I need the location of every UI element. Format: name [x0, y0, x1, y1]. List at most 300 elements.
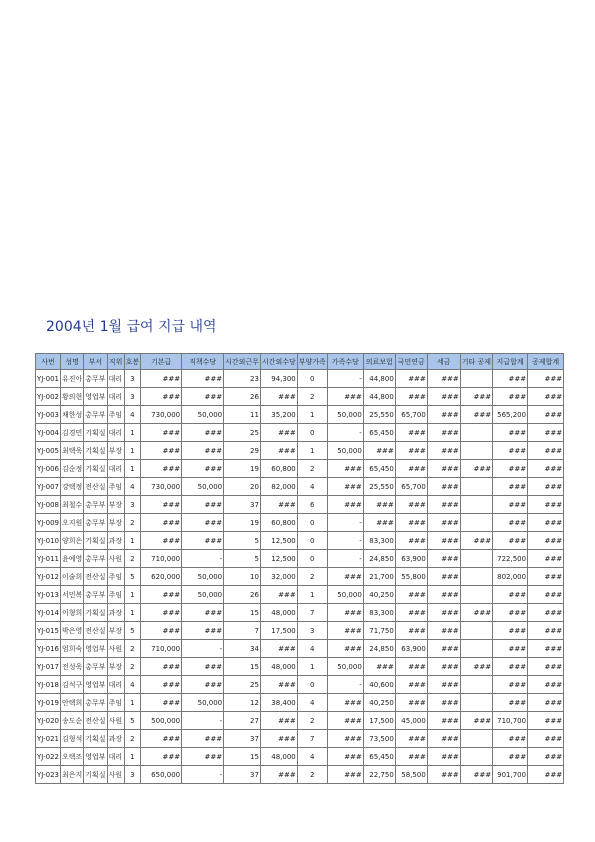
column-header: 국민연금 [395, 354, 427, 370]
table-cell: ### [528, 514, 564, 532]
table-cell: 0 [297, 550, 327, 568]
table-cell: 오택조 [60, 748, 83, 766]
table-cell: ### [427, 460, 460, 478]
table-cell: 1 [124, 748, 141, 766]
table-row [36, 532, 564, 550]
table-cell: ### [528, 730, 564, 748]
table-cell: 65,450 [363, 748, 395, 766]
table-cell: YJ-005 [36, 442, 61, 460]
table-cell [460, 676, 492, 694]
table-cell: ### [427, 712, 460, 730]
table-cell: ### [427, 658, 460, 676]
table-cell: 2 [297, 766, 327, 784]
table-cell: ### [141, 460, 182, 478]
table-cell: ### [327, 478, 363, 496]
table-cell: ### [528, 550, 564, 568]
table-cell: YJ-020 [36, 712, 61, 730]
table-cell: 48,000 [260, 658, 297, 676]
table-cell: 사원 [107, 550, 124, 568]
table-cell: YJ-013 [36, 586, 61, 604]
table-cell: ### [182, 370, 224, 388]
table-cell: 1 [124, 532, 141, 550]
table-cell: ### [528, 406, 564, 424]
table-cell: ### [427, 370, 460, 388]
table-cell: 44,800 [363, 370, 395, 388]
table-cell: YJ-017 [36, 658, 61, 676]
table-cell: 김순정 [60, 460, 83, 478]
table-cell: ### [427, 406, 460, 424]
table-cell: 500,000 [141, 712, 182, 730]
table-cell: ### [460, 388, 492, 406]
table-cell: ### [460, 658, 492, 676]
table-cell: 4 [297, 478, 327, 496]
table-cell: 40,600 [363, 676, 395, 694]
table-cell: 주임 [107, 478, 124, 496]
table-cell: 12,500 [260, 550, 297, 568]
table-cell: 부장 [107, 496, 124, 514]
table-cell: YJ-019 [36, 694, 61, 712]
table-cell: 710,700 [493, 712, 528, 730]
table-cell: 50,000 [182, 406, 224, 424]
salary-table [35, 353, 564, 784]
table-cell: 기획실 [84, 730, 107, 748]
table-cell: ### [460, 766, 492, 784]
table-cell: ### [528, 604, 564, 622]
table-cell: ### [182, 424, 224, 442]
table-cell: 32,000 [260, 568, 297, 586]
table-cell: ### [260, 730, 297, 748]
table-cell: 주임 [107, 406, 124, 424]
table-cell: 1 [124, 442, 141, 460]
table-cell: ### [141, 532, 182, 550]
table-cell: 722,500 [493, 550, 528, 568]
table-cell: YJ-008 [36, 496, 61, 514]
table-cell: 총무부 [84, 550, 107, 568]
table-cell: 63,900 [395, 550, 427, 568]
table-cell: 김경민 [60, 424, 83, 442]
table-cell: ### [528, 766, 564, 784]
table-cell: YJ-018 [36, 676, 61, 694]
table-cell: ### [395, 730, 427, 748]
table-cell: 35,200 [260, 406, 297, 424]
table-cell: 전성욱 [60, 658, 83, 676]
table-cell: ### [182, 514, 224, 532]
table-cell: 전산실 [84, 712, 107, 730]
table-cell: 3 [297, 622, 327, 640]
table-cell: ### [182, 442, 224, 460]
table-cell: 안택희 [60, 694, 83, 712]
table-cell: 3 [124, 388, 141, 406]
table-cell: ### [493, 640, 528, 658]
table-cell: ### [327, 730, 363, 748]
table-cell: ### [141, 496, 182, 514]
table-cell: 37 [224, 496, 261, 514]
table-cell: 50,000 [182, 568, 224, 586]
table-cell: 1 [124, 460, 141, 478]
column-header: 기본급 [141, 354, 182, 370]
table-cell: 40,250 [363, 586, 395, 604]
table-cell: 사원 [107, 640, 124, 658]
table-cell: ### [427, 676, 460, 694]
table-cell: 총무부 [84, 658, 107, 676]
table-cell: ### [395, 748, 427, 766]
table-cell: 2 [297, 568, 327, 586]
table-cell: 27 [224, 712, 261, 730]
table-cell: 1 [297, 658, 327, 676]
table-row [36, 586, 564, 604]
table-cell: 3 [124, 766, 141, 784]
table-cell: 44,800 [363, 388, 395, 406]
table-cell: 0 [297, 676, 327, 694]
table-cell: 박은영 [60, 622, 83, 640]
table-cell: ### [528, 388, 564, 406]
table-cell: ### [260, 388, 297, 406]
table-cell: 23 [224, 370, 261, 388]
table-cell: 25,550 [363, 478, 395, 496]
table-cell [460, 514, 492, 532]
table-cell: ### [141, 694, 182, 712]
table-cell: - [327, 676, 363, 694]
table-cell: 2 [297, 460, 327, 478]
table-cell: 부장 [107, 622, 124, 640]
table-cell: 총무부 [84, 586, 107, 604]
table-cell: 영업부 [84, 676, 107, 694]
table-cell: 과장 [107, 532, 124, 550]
table-cell: 4 [297, 748, 327, 766]
table-cell: ### [493, 532, 528, 550]
table-cell: ### [260, 712, 297, 730]
table-cell: 48,000 [260, 604, 297, 622]
table-cell: ### [493, 478, 528, 496]
column-header: 사번 [36, 354, 61, 370]
table-cell: ### [528, 658, 564, 676]
table-cell: ### [493, 496, 528, 514]
table-cell: 55,800 [395, 568, 427, 586]
table-cell: YJ-011 [36, 550, 61, 568]
table-cell: ### [395, 496, 427, 514]
table-cell: 5 [224, 532, 261, 550]
table-cell: 김석구 [60, 676, 83, 694]
table-cell: - [327, 424, 363, 442]
table-cell: 6 [297, 496, 327, 514]
table-cell: YJ-012 [36, 568, 61, 586]
table-cell: 기획실 [84, 460, 107, 478]
table-cell: ### [528, 694, 564, 712]
table-cell: ### [528, 568, 564, 586]
table-cell: - [182, 640, 224, 658]
column-header: 직책수당 [182, 354, 224, 370]
table-cell: 901,700 [493, 766, 528, 784]
table-cell [460, 550, 492, 568]
table-cell: 83,300 [363, 604, 395, 622]
table-cell: 황의현 [60, 388, 83, 406]
table-cell: ### [493, 514, 528, 532]
table-cell: ### [427, 640, 460, 658]
table-cell: - [327, 550, 363, 568]
table-cell: ### [182, 676, 224, 694]
table-cell: 50,000 [182, 478, 224, 496]
table-cell: ### [395, 586, 427, 604]
table-cell: ### [528, 712, 564, 730]
table-cell: - [182, 550, 224, 568]
table-cell: 0 [297, 424, 327, 442]
table-cell [460, 640, 492, 658]
table-cell: 기획실 [84, 532, 107, 550]
table-cell: ### [141, 730, 182, 748]
table-cell: 부장 [107, 514, 124, 532]
table-cell: 1 [297, 406, 327, 424]
table-cell: ### [493, 586, 528, 604]
table-cell: 2 [124, 658, 141, 676]
table-cell: ### [427, 550, 460, 568]
table-cell: 730,000 [141, 406, 182, 424]
table-cell: 29 [224, 442, 261, 460]
table-cell: ### [427, 424, 460, 442]
table-cell: ### [493, 694, 528, 712]
column-header: 성명 [60, 354, 83, 370]
table-cell: YJ-021 [36, 730, 61, 748]
table-cell: 총무부 [84, 514, 107, 532]
table-cell: 7 [297, 604, 327, 622]
table-cell: 1 [297, 442, 327, 460]
table-row [36, 766, 564, 784]
table-cell: 2 [124, 730, 141, 748]
table-cell: - [327, 532, 363, 550]
table-row [36, 676, 564, 694]
table-cell: ### [528, 442, 564, 460]
table-cell: 전산실 [84, 568, 107, 586]
column-header: 지급합계 [493, 354, 528, 370]
table-cell: ### [182, 622, 224, 640]
table-cell: ### [182, 730, 224, 748]
table-cell [460, 730, 492, 748]
table-cell: 50,000 [327, 406, 363, 424]
table-cell: 1 [124, 604, 141, 622]
table-cell [460, 424, 492, 442]
table-cell: - [182, 766, 224, 784]
table-cell: ### [141, 424, 182, 442]
table-cell: 0 [297, 514, 327, 532]
table-cell: ### [493, 604, 528, 622]
table-cell: 15 [224, 658, 261, 676]
table-cell: ### [395, 658, 427, 676]
table-cell: 22,750 [363, 766, 395, 784]
table-cell: 영업부 [84, 388, 107, 406]
table-cell: 37 [224, 730, 261, 748]
table-cell: 대리 [107, 370, 124, 388]
table-cell: ### [528, 478, 564, 496]
table-cell: ### [395, 622, 427, 640]
table-cell: ### [528, 622, 564, 640]
table-cell: ### [493, 658, 528, 676]
table-cell: 4 [124, 406, 141, 424]
table-cell: 기획실 [84, 442, 107, 460]
table-cell [460, 694, 492, 712]
table-cell: ### [141, 676, 182, 694]
table-cell: 4 [297, 694, 327, 712]
column-header: 가족수당 [327, 354, 363, 370]
table-cell: YJ-023 [36, 766, 61, 784]
table-cell: YJ-009 [36, 514, 61, 532]
table-cell [460, 478, 492, 496]
table-cell: 40,250 [363, 694, 395, 712]
table-cell: 24,850 [363, 550, 395, 568]
table-cell: ### [182, 748, 224, 766]
table-cell: ### [327, 568, 363, 586]
table-cell: ### [493, 676, 528, 694]
table-cell: YJ-022 [36, 748, 61, 766]
table-cell: ### [182, 658, 224, 676]
table-cell: ### [493, 622, 528, 640]
table-row [36, 748, 564, 766]
table-cell: ### [141, 622, 182, 640]
table-cell: ### [427, 748, 460, 766]
table-cell: ### [182, 604, 224, 622]
table-cell: YJ-003 [36, 406, 61, 424]
table-cell: ### [260, 676, 297, 694]
table-cell: ### [141, 370, 182, 388]
table-cell: ### [493, 748, 528, 766]
table-cell: ### [182, 460, 224, 478]
table-cell: 영업부 [84, 640, 107, 658]
table-cell: ### [260, 442, 297, 460]
table-cell: ### [327, 640, 363, 658]
table-cell: 73,500 [363, 730, 395, 748]
table-cell: 사원 [107, 712, 124, 730]
table-cell: ### [528, 532, 564, 550]
table-cell: YJ-016 [36, 640, 61, 658]
table-cell: 김형석 [60, 730, 83, 748]
table-cell: ### [427, 622, 460, 640]
column-header: 기타 공제 [460, 354, 492, 370]
table-cell: 대리 [107, 748, 124, 766]
table-cell: 과장 [107, 604, 124, 622]
table-cell: 부장 [107, 442, 124, 460]
table-cell: ### [327, 496, 363, 514]
table-cell: 오지원 [60, 514, 83, 532]
table-cell: 82,000 [260, 478, 297, 496]
table-row [36, 478, 564, 496]
table-cell: ### [363, 442, 395, 460]
table-cell: ### [395, 694, 427, 712]
table-row [36, 658, 564, 676]
table-cell: YJ-006 [36, 460, 61, 478]
table-cell: 7 [297, 730, 327, 748]
table-cell: ### [395, 676, 427, 694]
table-cell: 12 [224, 694, 261, 712]
table-cell: 5 [124, 622, 141, 640]
table-cell: 3 [124, 496, 141, 514]
table-cell: ### [327, 460, 363, 478]
table-cell: ### [493, 460, 528, 478]
table-row [36, 640, 564, 658]
table-cell: - [182, 712, 224, 730]
table-cell [460, 442, 492, 460]
table-cell: 5 [124, 712, 141, 730]
table-cell: ### [141, 604, 182, 622]
table-cell: 65,700 [395, 406, 427, 424]
table-cell: 37 [224, 766, 261, 784]
table-cell: 48,000 [260, 748, 297, 766]
table-cell: ### [528, 586, 564, 604]
table-cell: 대리 [107, 424, 124, 442]
table-cell: ### [427, 496, 460, 514]
table-row [36, 370, 564, 388]
column-header: 시간외수당 [260, 354, 297, 370]
table-cell: 26 [224, 586, 261, 604]
table-cell: 전산실 [84, 478, 107, 496]
table-cell: 엄희숙 [60, 640, 83, 658]
table-cell: 50,000 [327, 586, 363, 604]
table-cell: ### [141, 586, 182, 604]
table-cell: ### [327, 712, 363, 730]
table-cell: 총무부 [84, 370, 107, 388]
table-row [36, 712, 564, 730]
column-header: 부양가족 [297, 354, 327, 370]
table-cell: 최택욱 [60, 442, 83, 460]
table-cell: 7 [224, 622, 261, 640]
table-cell: 부장 [107, 658, 124, 676]
table-cell: YJ-014 [36, 604, 61, 622]
table-cell: ### [427, 568, 460, 586]
table-cell: 1 [297, 586, 327, 604]
table-cell: 63,900 [395, 640, 427, 658]
table-cell: 영업부 [84, 748, 107, 766]
table-cell: 전산실 [84, 622, 107, 640]
table-cell: ### [182, 496, 224, 514]
table-cell: 12,500 [260, 532, 297, 550]
table-row [36, 442, 564, 460]
table-cell: 565,200 [493, 406, 528, 424]
table-cell: ### [427, 730, 460, 748]
table-cell: 1 [124, 694, 141, 712]
table-cell: 송도순 [60, 712, 83, 730]
table-cell: 대리 [107, 388, 124, 406]
table-cell: 양희은 [60, 532, 83, 550]
table-cell: 65,450 [363, 424, 395, 442]
table-cell: 45,000 [395, 712, 427, 730]
table-cell: ### [528, 496, 564, 514]
table-cell [460, 496, 492, 514]
table-cell: YJ-002 [36, 388, 61, 406]
table-row [36, 406, 564, 424]
table-cell: 3 [124, 370, 141, 388]
table-row [36, 604, 564, 622]
table-row [36, 460, 564, 478]
table-cell: 최철수 [60, 496, 83, 514]
table-cell: ### [460, 406, 492, 424]
table-cell: 2 [124, 640, 141, 658]
table-cell: 50,000 [327, 442, 363, 460]
table-cell: ### [141, 658, 182, 676]
table-cell: ### [427, 442, 460, 460]
table-cell: 윤예영 [60, 550, 83, 568]
table-cell: - [327, 370, 363, 388]
table-cell: 2 [124, 514, 141, 532]
table-cell: ### [427, 694, 460, 712]
column-header: 부서 [84, 354, 107, 370]
table-cell: ### [260, 766, 297, 784]
table-cell: 5 [124, 568, 141, 586]
table-cell: 5 [224, 550, 261, 568]
table-cell: 26 [224, 388, 261, 406]
table-cell: 730,000 [141, 478, 182, 496]
table-cell [460, 586, 492, 604]
table-cell: 주임 [107, 586, 124, 604]
table-cell: 50,000 [327, 658, 363, 676]
table-cell: 기획실 [84, 604, 107, 622]
table-cell: ### [327, 604, 363, 622]
